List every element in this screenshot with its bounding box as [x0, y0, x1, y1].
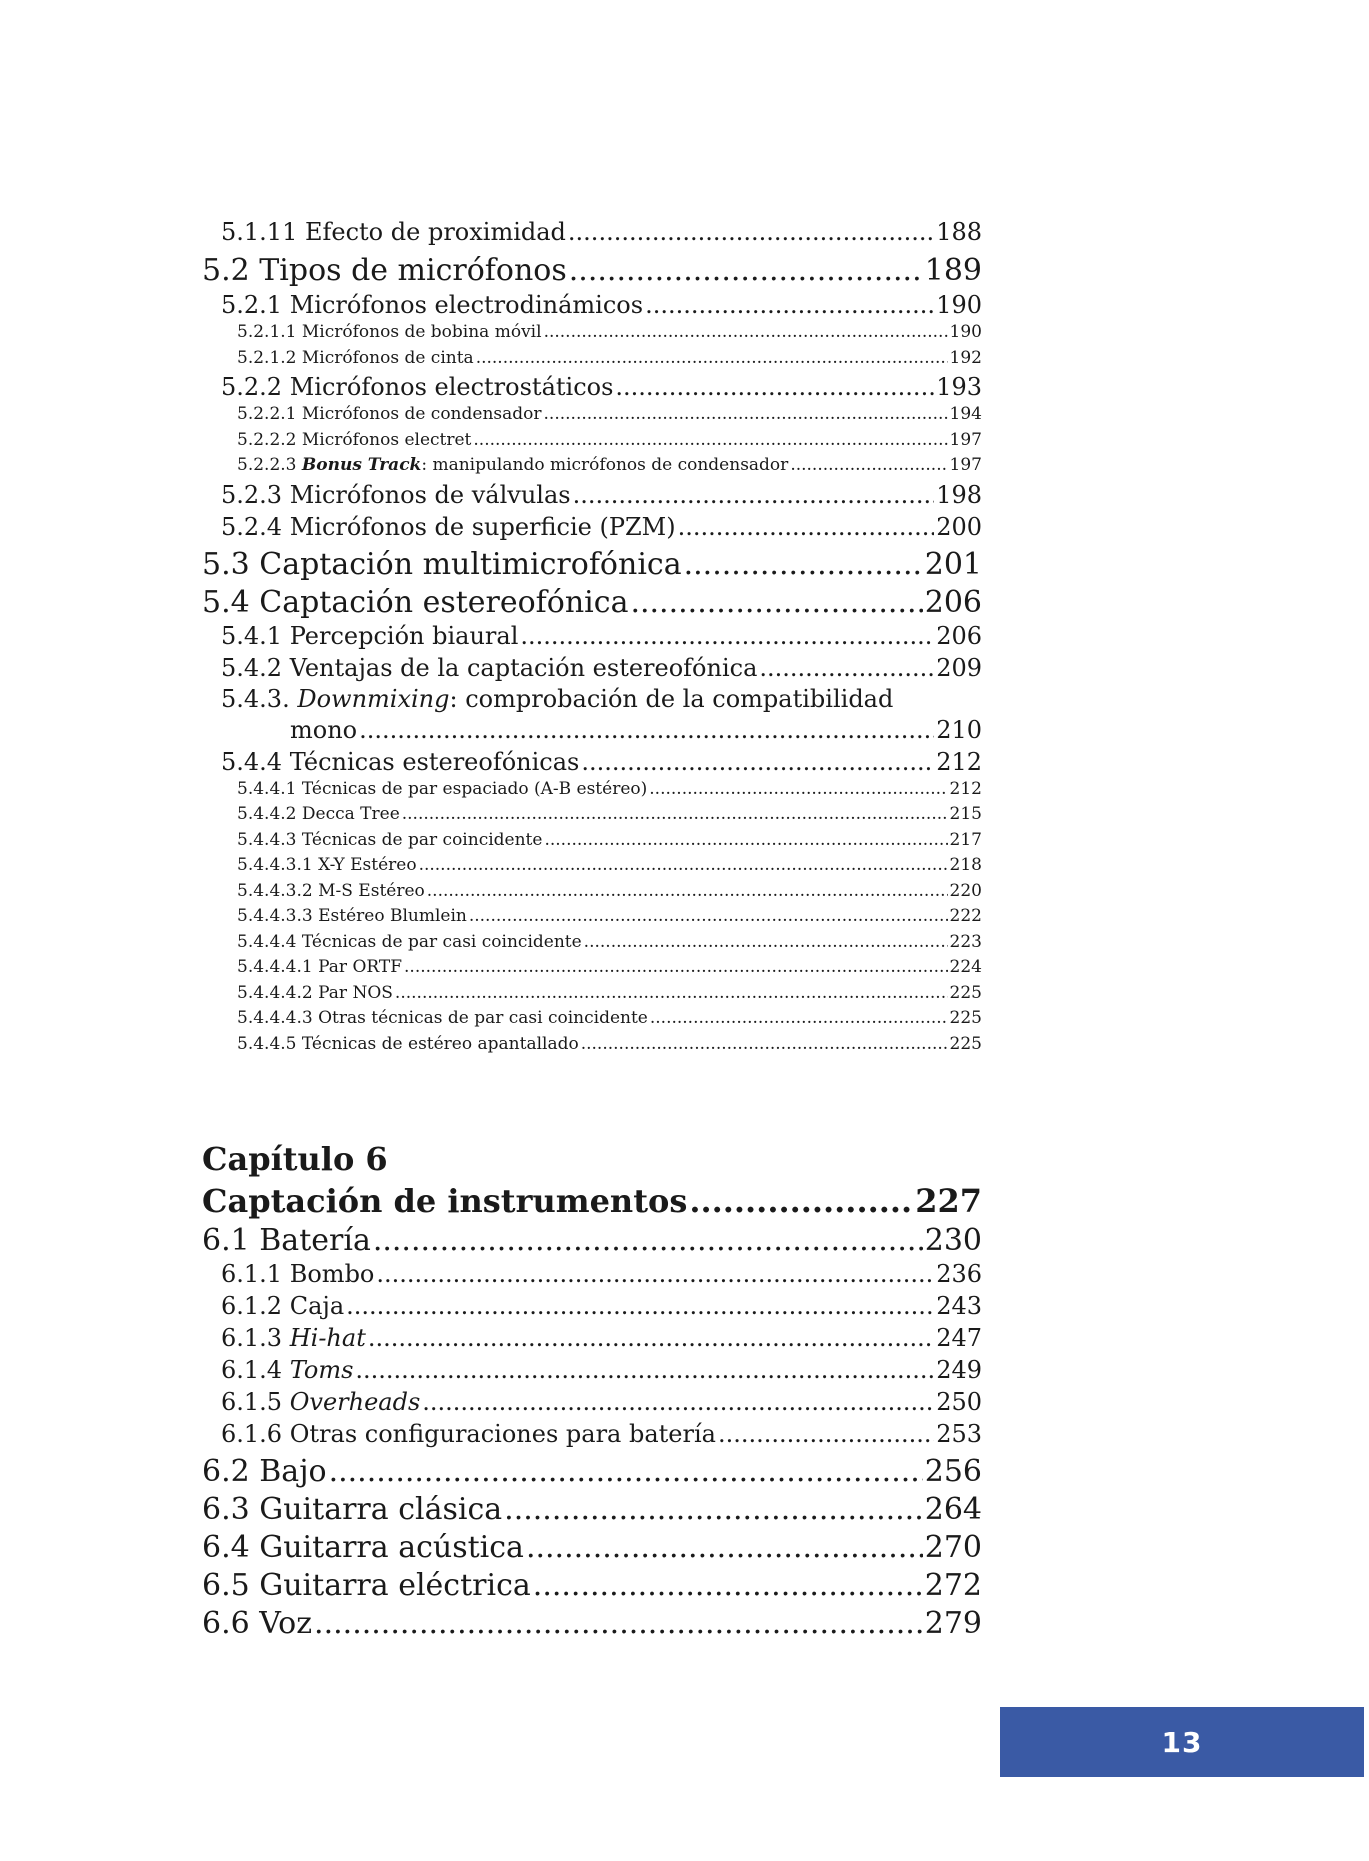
- leader-dots: [359, 716, 934, 744]
- leader-dots: [402, 804, 948, 824]
- toc-entry-label: 5.4.4.1 Técnicas de par espaciado (A-B estéreo): [237, 779, 648, 799]
- toc-entry-label: 5.3 Captación multimicrofónica: [202, 547, 682, 582]
- toc-entry[interactable]: [237, 348, 982, 368]
- leader-dots: [649, 779, 947, 799]
- toc-entry[interactable]: [237, 983, 982, 1003]
- toc-entry[interactable]: [221, 513, 982, 541]
- toc-chapter-entry[interactable]: [202, 1182, 982, 1220]
- toc-entry-label: 5.4.4.3.3 Estéreo Blumlein: [237, 906, 467, 926]
- toc-page-number: 198: [936, 481, 982, 509]
- toc-entry-label: 6.2 Bajo: [202, 1454, 327, 1489]
- toc-entry[interactable]: [202, 1568, 982, 1603]
- toc-entry-label: 5.2.4 Micrófonos de superficie (PZM): [221, 513, 676, 541]
- leader-dots: [533, 1568, 923, 1603]
- leader-dots: [569, 253, 923, 288]
- leader-dots: [581, 1034, 948, 1054]
- toc-entry-label: 5.1.11 Efecto de proximidad: [221, 218, 566, 246]
- toc-entry-label: 5.2.3 Micrófonos de válvulas: [221, 481, 571, 509]
- toc-page-number: 200: [936, 513, 982, 541]
- toc-page-number: 217: [949, 830, 982, 850]
- toc-page-number: 227: [915, 1182, 982, 1220]
- leader-dots: [526, 1530, 923, 1565]
- toc-entry-label: 6.4 Guitarra acústica: [202, 1530, 524, 1565]
- toc-entry[interactable]: [202, 1530, 982, 1565]
- leader-dots: [568, 218, 934, 246]
- leader-dots: [689, 1182, 913, 1220]
- toc-entry[interactable]: [221, 1356, 982, 1384]
- toc-entry-label: 5.4.4.4.3 Otras técnicas de par casi coincidente: [237, 1008, 648, 1028]
- toc-entry-label: 5.4.3. Downmixing: comprobación de la compatibilidad: [221, 685, 894, 713]
- toc-page-number: 188: [936, 218, 982, 246]
- toc-entry-label: 6.6 Voz: [202, 1606, 313, 1641]
- leader-dots: [473, 430, 947, 450]
- leader-dots: [329, 1454, 923, 1489]
- toc-entry[interactable]: [237, 906, 982, 926]
- leader-dots: [373, 1223, 923, 1258]
- toc-page-number: 272: [924, 1568, 982, 1603]
- toc-page-number: 225: [949, 1008, 982, 1028]
- toc-page-number: 264: [924, 1492, 982, 1527]
- toc-entry-label: 6.1 Batería: [202, 1223, 371, 1258]
- toc-page-number: 249: [936, 1356, 982, 1384]
- toc-page-number: 222: [949, 906, 982, 926]
- toc-entry-label: 5.2.1 Micrófonos electrodinámicos: [221, 291, 644, 319]
- leader-dots: [544, 322, 948, 342]
- toc-entry[interactable]: [221, 1292, 982, 1320]
- toc-page-number: 209: [936, 654, 982, 682]
- toc-entry[interactable]: [237, 957, 982, 977]
- toc-entry-label: 6.1.4 Toms: [221, 1356, 354, 1384]
- toc-entry-label: 5.4.4 Técnicas estereofónicas: [221, 748, 580, 776]
- toc-entry[interactable]: [202, 253, 982, 288]
- toc-page-number: 215: [949, 804, 982, 824]
- toc-page-number: 212: [949, 779, 982, 799]
- leader-dots: [650, 1008, 948, 1028]
- leader-dots: [422, 1388, 934, 1416]
- toc-entry[interactable]: [221, 748, 982, 776]
- toc-entry-label: 5.4.1 Percepción biaural: [221, 622, 519, 650]
- toc-entry[interactable]: [221, 1388, 982, 1416]
- toc-page-number: 190: [936, 291, 982, 319]
- toc-entry-label: 5.4.2 Ventajas de la captación estereofónica: [221, 654, 758, 682]
- toc-entry[interactable]: [221, 218, 982, 246]
- leader-dots: [544, 404, 948, 424]
- leader-dots: [395, 983, 948, 1003]
- toc-page-number: 225: [949, 1034, 982, 1054]
- page-number-tab: [1000, 1707, 1364, 1777]
- page-number: 13: [1161, 1725, 1203, 1759]
- toc-page-number: 236: [936, 1260, 982, 1288]
- toc-page-number: 279: [924, 1606, 982, 1641]
- toc-entry[interactable]: [237, 932, 982, 952]
- toc-entry[interactable]: [202, 547, 982, 582]
- leader-dots: [404, 957, 948, 977]
- toc-entry[interactable]: [221, 1324, 982, 1352]
- toc-entry-label: 5.4.4.4.1 Par ORTF: [237, 957, 403, 977]
- leader-dots: [678, 513, 935, 541]
- toc-entry-label: 5.4 Captación estereofónica: [202, 585, 629, 620]
- leader-dots: [376, 1260, 934, 1288]
- toc-entry[interactable]: [202, 1454, 982, 1489]
- toc-entry-label: 5.4.4.4.2 Par NOS: [237, 983, 393, 1003]
- toc-entry[interactable]: [290, 716, 982, 744]
- toc-entry-label: 5.2.1.2 Micrófonos de cinta: [237, 348, 474, 368]
- leader-dots: [469, 906, 948, 926]
- leader-dots: [419, 855, 948, 875]
- toc-entry-label: 5.2.1.1 Micrófonos de bobina móvil: [237, 322, 542, 342]
- leader-dots: [584, 932, 948, 952]
- leader-dots: [427, 881, 948, 901]
- toc-entry[interactable]: [237, 1034, 982, 1054]
- leader-dots: [504, 1492, 923, 1527]
- toc-entry[interactable]: [221, 654, 982, 682]
- toc-page-number: 230: [924, 1223, 982, 1258]
- toc-page-number: 256: [924, 1454, 982, 1489]
- leader-dots: [476, 348, 948, 368]
- toc-entry[interactable]: [237, 779, 982, 799]
- toc-page-number: 243: [936, 1292, 982, 1320]
- toc-entry[interactable]: [221, 291, 982, 319]
- toc-entry-label: 5.4.4.3 Técnicas de par coincidente: [237, 830, 543, 850]
- toc-page-number: 210: [936, 716, 982, 744]
- toc-page-number: 223: [949, 932, 982, 952]
- toc-entry-label: 6.1.5 Overheads: [221, 1388, 421, 1416]
- toc-entry-label: 5.2.2.3 Bonus Track: manipulando micrófonos de condensador: [237, 455, 789, 475]
- leader-dots: [544, 830, 947, 850]
- toc-entry-label: 6.1.1 Bombo: [221, 1260, 375, 1288]
- toc-entry[interactable]: [202, 1606, 982, 1641]
- toc-entry[interactable]: [237, 455, 982, 475]
- toc-entry-label: 5.4.4.3.2 M-S Estéreo: [237, 881, 425, 901]
- leader-dots: [573, 481, 935, 509]
- toc-entry-label: 5.2.2.1 Micrófonos de condensador: [237, 404, 542, 424]
- toc-entry-label: 5.2.2.2 Micrófonos electret: [237, 430, 472, 450]
- toc-entry[interactable]: [237, 881, 982, 901]
- leader-dots: [368, 1324, 934, 1352]
- leader-dots: [346, 1292, 934, 1320]
- leader-dots: [790, 455, 947, 475]
- toc-entry[interactable]: [221, 373, 982, 401]
- toc-page-number: 218: [949, 855, 982, 875]
- toc-entry-label: 5.4.4.4 Técnicas de par casi coincidente: [237, 932, 582, 952]
- toc-page-number: 197: [949, 430, 982, 450]
- toc-page-number: 189: [924, 253, 982, 288]
- toc-page-number: 270: [924, 1530, 982, 1565]
- leader-dots: [718, 1420, 934, 1448]
- toc-page-number: 206: [924, 585, 982, 620]
- toc-page-number: 192: [949, 348, 982, 368]
- toc-page-number: 190: [949, 322, 982, 342]
- toc-page-number: 212: [936, 748, 982, 776]
- leader-dots: [759, 654, 934, 682]
- toc-entry-label: 6.5 Guitarra eléctrica: [202, 1568, 531, 1603]
- toc-entry-label: 5.2.2 Micrófonos electrostáticos: [221, 373, 614, 401]
- toc-entry[interactable]: [237, 322, 982, 342]
- leader-dots: [581, 748, 934, 776]
- toc-page-number: 247: [936, 1324, 982, 1352]
- toc-entry[interactable]: [221, 1260, 982, 1288]
- toc-entry[interactable]: [237, 404, 982, 424]
- toc-entry[interactable]: [221, 622, 982, 650]
- toc-entry-label: 5.4.4.3.1 X-Y Estéreo: [237, 855, 417, 875]
- leader-dots: [355, 1356, 934, 1384]
- toc-entry[interactable]: [237, 1008, 982, 1028]
- toc-entry[interactable]: [221, 1420, 982, 1448]
- toc-page-number: 206: [936, 622, 982, 650]
- toc-entry[interactable]: [202, 1492, 982, 1527]
- toc-page-number: 194: [949, 404, 982, 424]
- toc-entry[interactable]: [202, 585, 982, 620]
- chapter-heading: Capítulo 6: [202, 1140, 388, 1178]
- leader-dots: [630, 585, 922, 620]
- toc-page-number: 225: [949, 983, 982, 1003]
- toc-entry-label: 5.2 Tipos de micrófonos: [202, 253, 567, 288]
- toc-entry-label: 6.3 Guitarra clásica: [202, 1492, 503, 1527]
- leader-dots: [615, 373, 934, 401]
- toc-entry-label: 5.4.4.5 Técnicas de estéreo apantallado: [237, 1034, 579, 1054]
- leader-dots: [520, 622, 934, 650]
- toc-page-number: 250: [936, 1388, 982, 1416]
- toc-page-number: 224: [949, 957, 982, 977]
- toc-page-number: 253: [936, 1420, 982, 1448]
- toc-entry-label: 5.4.4.2 Decca Tree: [237, 804, 400, 824]
- toc-page-number: 220: [949, 881, 982, 901]
- leader-dots: [645, 291, 934, 319]
- toc-entry[interactable]: [221, 481, 982, 509]
- toc-entry[interactable]: [237, 855, 982, 875]
- toc-entry-label: 6.1.3 Hi-hat: [221, 1324, 366, 1352]
- toc-entry-label: 6.1.2 Caja: [221, 1292, 345, 1320]
- leader-dots: [684, 547, 923, 582]
- toc-page-number: 193: [936, 373, 982, 401]
- toc-page-number: 201: [924, 547, 982, 582]
- toc-entry-label: 6.1.6 Otras configuraciones para batería: [221, 1420, 716, 1448]
- toc-entry[interactable]: [237, 830, 982, 850]
- toc-entry[interactable]: [237, 804, 982, 824]
- chapter-title: Captación de instrumentos: [202, 1182, 688, 1220]
- leader-dots: [314, 1606, 923, 1641]
- toc-entry-label-continued: mono: [290, 716, 358, 744]
- toc-page-number: 197: [949, 455, 982, 475]
- toc-entry[interactable]: [237, 430, 982, 450]
- toc-entry[interactable]: [202, 1223, 982, 1258]
